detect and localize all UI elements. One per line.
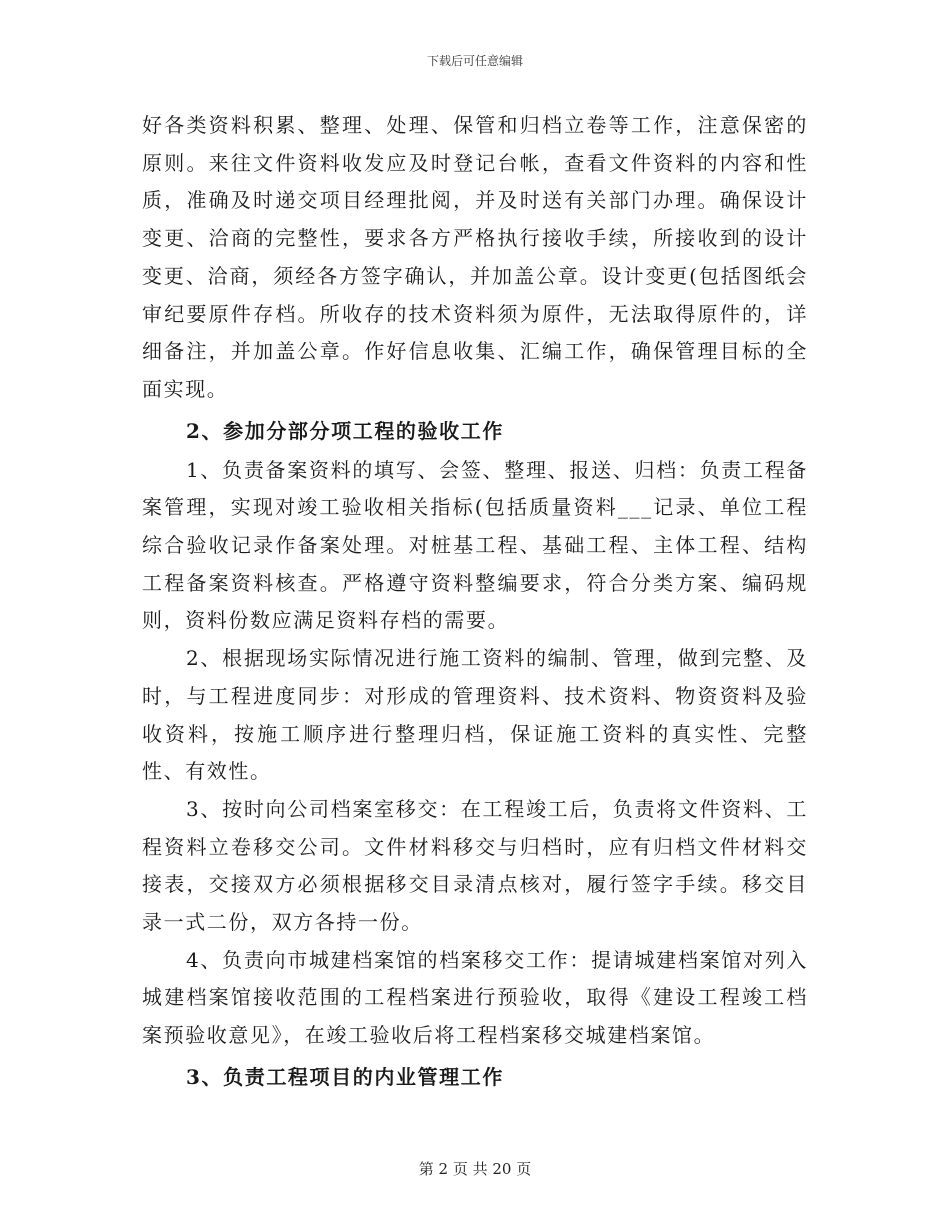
section-heading-acceptance: 2、参加分部分项工程的验收工作 — [186, 418, 504, 443]
list-item-filing-records: 1、负责备案资料的填写、会签、整理、报送、归档：负责工程备案管理，实现对竣工验收相关指标(包括质量资料___记录、单位工程综合验收记录作备案处理。对桩基工程、基础工程、主体工程、结构工程备案资料核查。严格遵守资料整编要求，符合分类方案、编码规则，资料份数应满足资料存档的需要。 — [142, 457, 808, 633]
list-item-construction-records: 2、根据现场实际情况进行施工资料的编制、管理，做到完整、及时，与工程进度同步：对形成的管理资料、技术资料、物资资料及验收资料，按施工顺序进行整理归档，保证施工资料的真实性、完整性、有效性。 — [142, 646, 808, 784]
document-body — [142, 107, 808, 1098]
page-number: 第 2 页 共 20 页 — [418, 1160, 532, 1178]
page-header-note: 下载后可任意编辑 — [426, 54, 523, 68]
section-heading-internal-management: 3、负责工程项目的内业管理工作 — [186, 1064, 504, 1089]
paragraph-archive-management: 好各类资料积累、整理、处理、保管和归档立卷等工作，注意保密的原则。来往文件资料收发应及时登记台帐，查看文件资料的内容和性质，准确及时递交项目经理批阅，并及时送有关部门办理。确保设计变更、洽商的完整性，要求各方严格执行接收手续，所接收到的设计变更、洽商，须经各方签字确认，并加盖公章。设计变更(包括图纸会审纪要原件存档。所收存的技术资料须为原件，无法取得原件的，详细备注，并加盖公章。作好信息收集、汇编工作，确保管理目标的全面实现。 — [142, 113, 808, 401]
list-item-city-archive-transfer: 4、负责向市城建档案馆的档案移交工作：提请城建档案馆对列入城建档案馆接收范围的工程档案进行预验收，取得《建设工程竣工档案预验收意见》，在竣工验收后将工程档案移交城建档案馆。 — [142, 947, 808, 1048]
list-item-company-transfer: 3、按时向公司档案室移交：在工程竣工后，负责将文件资料、工程资料立卷移交公司。文件材料移交与归档时，应有归档文件材料交接表，交接双方必须根据移交目录清点核对，履行签字手续。移交目录一式二份，双方各持一份。 — [142, 796, 808, 935]
